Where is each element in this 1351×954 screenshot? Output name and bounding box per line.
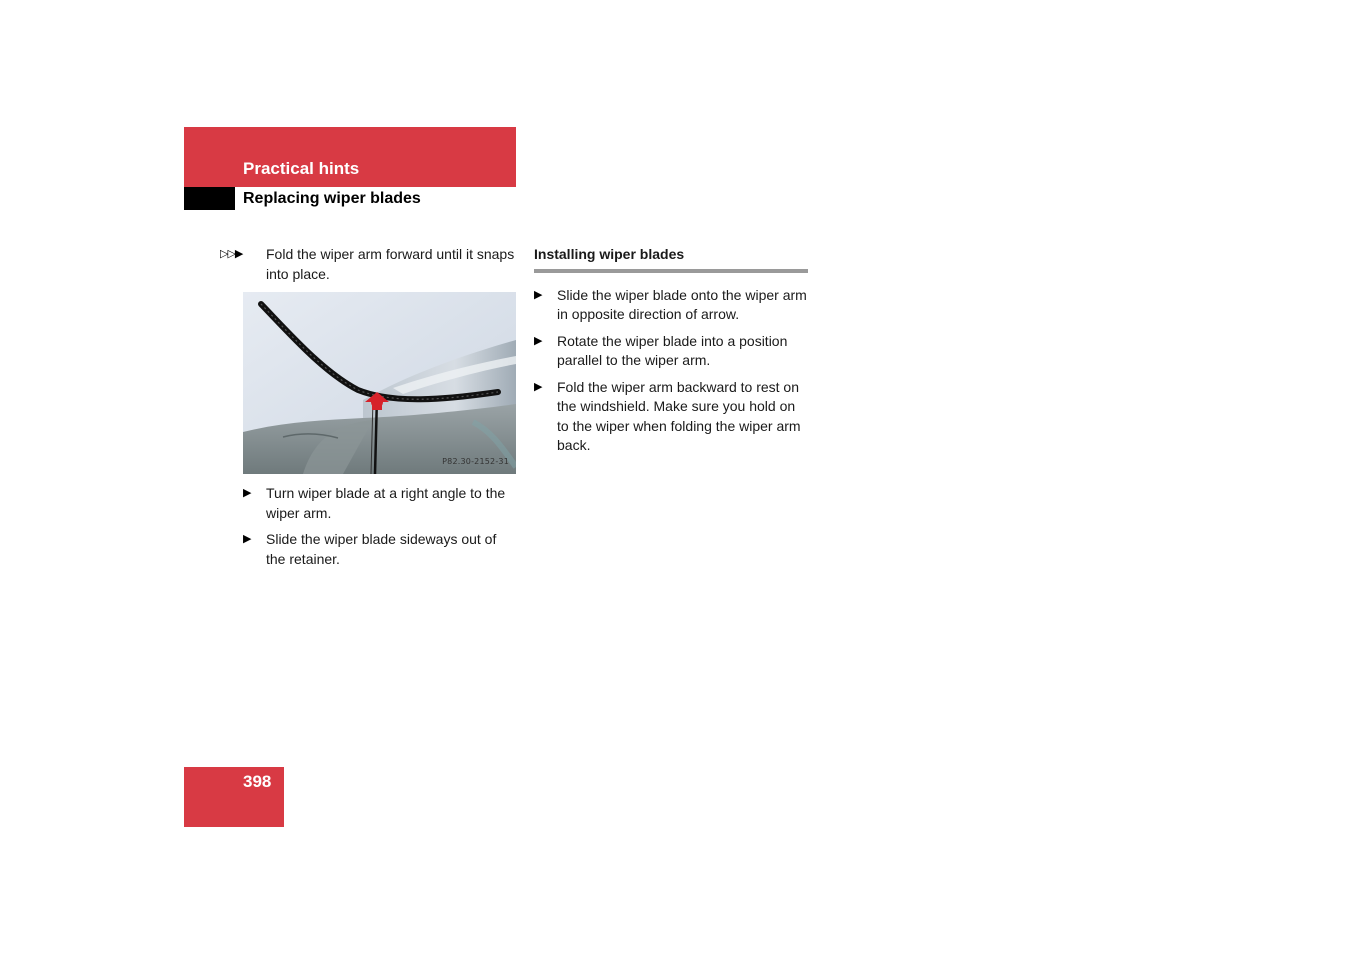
right-column	[534, 245, 808, 463]
list-item	[534, 332, 808, 371]
bullet-arrow-icon: ▶	[534, 334, 543, 347]
step-text: Fold the wiper arm backward to rest on the windshield. Make sure you hold on to the wiper when folding the wiper arm back.	[557, 378, 801, 453]
step-text: Fold the wiper arm forward until it snaps into place.	[266, 246, 515, 282]
bullet-arrow-icon: ▶	[243, 487, 252, 499]
bullet-arrow-icon: ▶	[243, 533, 252, 545]
continuation-arrow-icon: ▷▷▶	[220, 248, 243, 260]
list-item	[534, 286, 808, 325]
page-number: 398	[243, 772, 272, 791]
step-text: Slide the wiper blade sideways out of the retainer.	[266, 531, 497, 567]
list-item	[534, 378, 808, 456]
figure-code: P82.30-2152-31	[442, 456, 509, 466]
left-column	[220, 245, 516, 576]
list-item	[243, 530, 516, 569]
bullet-arrow-icon: ▶	[534, 288, 543, 301]
wiper-illustration-graphic	[243, 292, 516, 474]
step-text: Turn wiper blade at a right angle to the wiper arm.	[266, 485, 506, 521]
list-item	[243, 484, 516, 523]
subsection-title: Replacing wiper blades	[243, 190, 421, 207]
continued-step	[220, 245, 516, 284]
bullet-arrow-icon: ▶	[534, 380, 543, 393]
step-text: Slide the wiper blade onto the wiper arm in opposite direction of arrow.	[557, 286, 807, 322]
section-title: Practical hints	[243, 159, 360, 178]
step-text: Rotate the wiper blade into a position parallel to the wiper arm.	[557, 332, 788, 368]
section-tab-marker	[184, 187, 235, 210]
wiper-illustration	[243, 292, 516, 474]
installing-heading: Installing wiper blades	[534, 245, 808, 273]
